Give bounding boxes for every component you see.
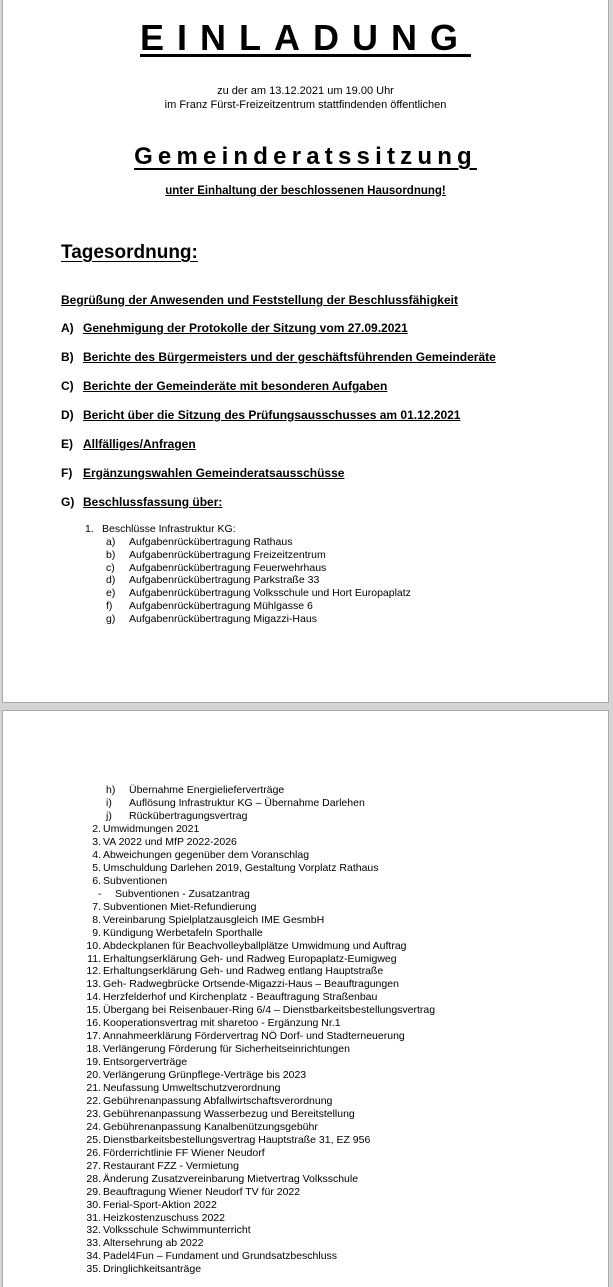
subitem-letter: i) [106,796,112,809]
resolution-number: 3. [92,835,101,848]
resolution-text: Gebührenanpassung Abfallwirtschaftsverordnung [103,1094,333,1107]
resolution-item [83,1108,355,1121]
resolution-number: 25. [86,1133,101,1146]
document-page-1 [3,0,608,702]
subitem-text: Aufgabenrückübertragung Volksschule und Hort Europaplatz [129,587,411,600]
resolution-number: 28. [86,1172,101,1185]
subitem-text: Aufgabenrückübertragung Freizeitzentrum [129,548,326,561]
agenda-item-text: Berichte des Bürgermeisters und der geschäftsführenden Gemeinderäte [83,350,496,364]
subitem [106,574,319,587]
resolution-number: 16. [86,1017,101,1030]
resolution-item [83,927,263,940]
agenda-item-letter: F) [61,466,73,480]
resolution-text: Entsorgerverträge [103,1056,188,1069]
resolution-number: 7. [92,900,101,913]
subitem [106,549,326,562]
resolution-text: Verlängerung Grünpflege-Verträge bis 2023 [103,1069,307,1082]
resolution-number: 27. [86,1159,101,1172]
resolution-number: 34. [86,1250,101,1263]
resolution-text: Altersehrung ab 2022 [103,1237,204,1250]
resolution-item [83,1173,358,1186]
agenda-item-letter: B) [61,350,74,364]
subitem-letter: b) [106,548,116,561]
resolution-item [83,1212,225,1225]
resolution-number: 5. [92,861,101,874]
resolution-text: VA 2022 und MfP 2022-2026 [103,835,237,848]
agenda-item [61,408,460,422]
resolution-text: Herzfelderhof und Kirchenplatz - Beauftragung Straßenbau [103,991,378,1004]
resolution-text: Subventionen - Zusatzantrag [115,887,250,900]
resolution-number: 31. [86,1211,101,1224]
subitem-text: Aufgabenrückübertragung Parkstraße 33 [129,574,320,587]
agenda-item-letter: E) [61,437,73,451]
resolution-text: Förderrichtlinie FF Wiener Neudorf [103,1146,265,1159]
resolution-text: Erhaltungserklärung Geh- und Radweg entlang Hauptstraße [103,965,384,978]
resolution-number: 33. [86,1237,101,1250]
resolution-text: Padel4Fun – Fundament und Grundsatzbeschluss [103,1250,338,1263]
agenda-item-text: Berichte der Gemeinderäte mit besonderen Aufgaben [83,379,388,393]
resolution-number: 10. [86,939,101,952]
resolution-item [83,1017,341,1030]
resolution-item [83,1250,337,1263]
agenda-item [61,350,496,364]
resolution-item [83,940,407,953]
agenda-item-text: Allfälliges/Anfragen [83,437,196,451]
resolution-number: 14. [86,991,101,1004]
subitem [106,784,284,797]
resolution-number: - [98,887,102,900]
meeting-title: Gemeinderatssitzung [134,143,477,170]
resolution-number: 6. [92,874,101,887]
house-rules-notice: unter Einhaltung der beschlossenen Hausordnung! [165,185,446,197]
resolution-item [83,849,309,862]
resolution-text: Kooperationsvertrag mit sharetoo - Ergänzung Nr.1 [103,1017,341,1030]
subitem [106,600,313,613]
resolution-text: Beauftragung Wiener Neudorf TV für 2022 [103,1185,301,1198]
resolution-text: Abdeckplanen für Beachvolleyballplätze Umwidmung und Auftrag [103,939,407,952]
agenda-item-text: Genehmigung der Protokolle der Sitzung vom 27.09.2021 [83,321,408,335]
agenda-item-text: Bericht über die Sitzung des Prüfungsausschusses am 01.12.2021 [83,408,461,422]
resolution-number: 11. [87,952,101,965]
resolution-text: Änderung Zusatzvereinbarung Mietvertrag Volksschule [103,1172,359,1185]
subitem-letter: g) [106,612,116,625]
resolution-item [83,1186,300,1199]
agenda-item-letter: G) [61,495,75,509]
resolution-item [83,1224,251,1237]
resolution-item [83,1030,405,1043]
resolution-number: 20. [86,1069,101,1082]
agenda-item [61,437,196,451]
resolution-text: Gebührenanpassung Kanalbenützungsgebühr [103,1120,318,1133]
resolution-item [83,953,397,966]
welcome-item-text: Begrüßung der Anwesenden und Feststellung der Beschlussfähigkeit [61,293,458,307]
resolution-item [83,1134,370,1147]
agenda-item-letter: D) [61,408,74,422]
resolution-number: 23. [86,1107,101,1120]
subitem-letter: e) [106,587,116,600]
resolution-number: 13. [86,978,101,991]
subitem [106,587,411,600]
resolution-text: Neufassung Umweltschutzverordnung [103,1082,281,1094]
agenda-item [61,379,387,393]
agenda-item-text: Ergänzungswahlen Gemeinderatsausschüsse [83,466,345,480]
resolution-item [83,901,257,914]
resolution-text: Vereinbarung Spielplatzausgleich IME GesmbH [103,913,325,926]
resolution-text: Ferial-Sport-Aktion 2022 [103,1198,217,1211]
resolution-number: 24. [86,1120,101,1133]
resolution-text: Übergang bei Reisenbauer-Ring 6/4 – Dienstbarkeitsbestellungsvertrag [103,1004,436,1017]
subitem [106,536,292,549]
invitation-title: EINLADUNG [140,17,471,58]
resolution-item [83,1095,332,1108]
resolution-subitem [98,888,250,901]
resolution-text: Subventionen [103,874,168,887]
resolution-item [83,1199,217,1212]
resolution-text: Erhaltungserklärung Geh- und Radweg Europaplatz-Eumigweg [103,952,397,965]
subitem-text: Aufgabenrückübertragung Mühlgasse 6 [129,600,313,612]
resolution-number: 17. [86,1030,101,1043]
resolution-item [83,823,199,836]
resolution-item [83,1069,306,1082]
resolution-item-1: 1. Beschlüsse Infrastruktur KG: [85,523,236,535]
document-page-2 [3,711,608,1287]
resolution-text: Restaurant FZZ - Vermietung [103,1159,239,1172]
resolution-item [83,978,399,991]
resolution-text: Volksschule Schwimmunterricht [103,1224,251,1237]
resolution-text: Annahmeerklärung Fördervertrag NÖ Dorf- und Stadterneuerung [103,1030,405,1043]
subitem-letter: f) [106,600,113,612]
subitem [106,613,317,626]
agenda-item-letter: C) [61,379,74,393]
resolution-item [83,1121,318,1134]
resolution-item [83,1263,201,1276]
resolution-item [83,1147,265,1160]
resolution-number: 29. [86,1185,101,1198]
resolution-item [83,991,377,1004]
resolution-item [83,1004,435,1017]
resolution-number: 9. [92,926,101,939]
agenda-item [61,495,222,509]
agenda-item-letter: A) [61,321,74,335]
resolution-number: 26. [86,1146,101,1159]
agenda-heading: Tagesordnung: [61,242,198,263]
resolution-item [83,1056,187,1069]
intro-line-date: zu der am 13.12.2021 um 19.00 Uhr [217,85,394,97]
resolution-number: 22. [86,1094,101,1107]
resolution-item [83,836,237,849]
subitem-text: Rückübertragungsvertrag [129,809,248,822]
agenda-item [61,321,408,335]
welcome-item [61,293,458,307]
subitem-letter: a) [106,536,116,548]
resolution-number: 8. [92,913,101,926]
resolution-item [83,914,324,927]
subitem-letter: d) [106,574,116,587]
resolution-text: Kündigung Werbetafeln Sporthalle [103,926,263,939]
subitem-text: Aufgabenrückübertragung Rathaus [129,536,293,548]
resolution-text: Gebührenanpassung Wasserbezug und Bereitstellung [103,1107,355,1120]
resolution-item [83,1043,350,1056]
resolution-text: Umwidmungen 2021 [103,823,200,835]
intro-line-location: im Franz Fürst-Freizeitzentrum stattfindenden öffentlichen [164,99,447,111]
resolution-text: Heizkostenzuschuss 2022 [103,1211,225,1224]
resolution-text: Umschuldung Darlehen 2019, Gestaltung Vorplatz Rathaus [103,861,379,874]
resolution-text: Dienstbarkeitsbestellungsvertrag Hauptstraße 31, EZ 956 [103,1133,371,1146]
resolution-item [83,875,167,888]
subitem [106,810,247,823]
resolution-item [83,1237,203,1250]
resolution-item [83,862,379,875]
subitem-letter: j) [106,809,112,822]
resolution-number: 12. [86,965,101,978]
resolution-item [83,1160,239,1173]
resolution-text: Abweichungen gegenüber dem Voranschlag [103,848,310,861]
resolution-text: Geh- Radwegbrücke Ortsende-Migazzi-Haus – Beauftragungen [103,978,399,991]
resolution-number: 4. [92,848,101,861]
resolution-number: 15. [86,1004,101,1017]
resolution-number: 32. [86,1224,101,1237]
resolution-text: Verlängerung Förderung für Sicherheitseinrichtungen [103,1043,350,1056]
subitem-text: Übernahme Energielieferverträge [129,784,285,796]
subitem [106,562,326,575]
subitem-text: Aufgabenrückübertragung Feuerwehrhaus [129,561,327,574]
agenda-item-text: Beschlussfassung über: [83,495,223,509]
subitem-text: Aufgabenrückübertragung Migazzi-Haus [129,612,317,625]
resolution-text: Dringlichkeitsanträge [103,1263,202,1276]
resolution-number: 18. [86,1043,101,1056]
agenda-item [61,466,344,480]
resolution-item [83,1082,280,1095]
resolution-number: 35. [86,1263,101,1276]
resolution-number: 19. [86,1056,101,1069]
resolution-number: 21. [86,1082,101,1094]
subitem [106,797,365,810]
resolution-number: 2. [92,823,101,835]
subitem-text: Auflösung Infrastruktur KG – Übernahme Darlehen [129,796,365,809]
resolution-number: 30. [86,1198,101,1211]
resolution-text: Subventionen Miet-Refundierung [103,900,257,913]
subitem-letter: h) [106,784,116,796]
resolution-item [83,965,383,978]
subitem-letter: c) [106,561,115,574]
